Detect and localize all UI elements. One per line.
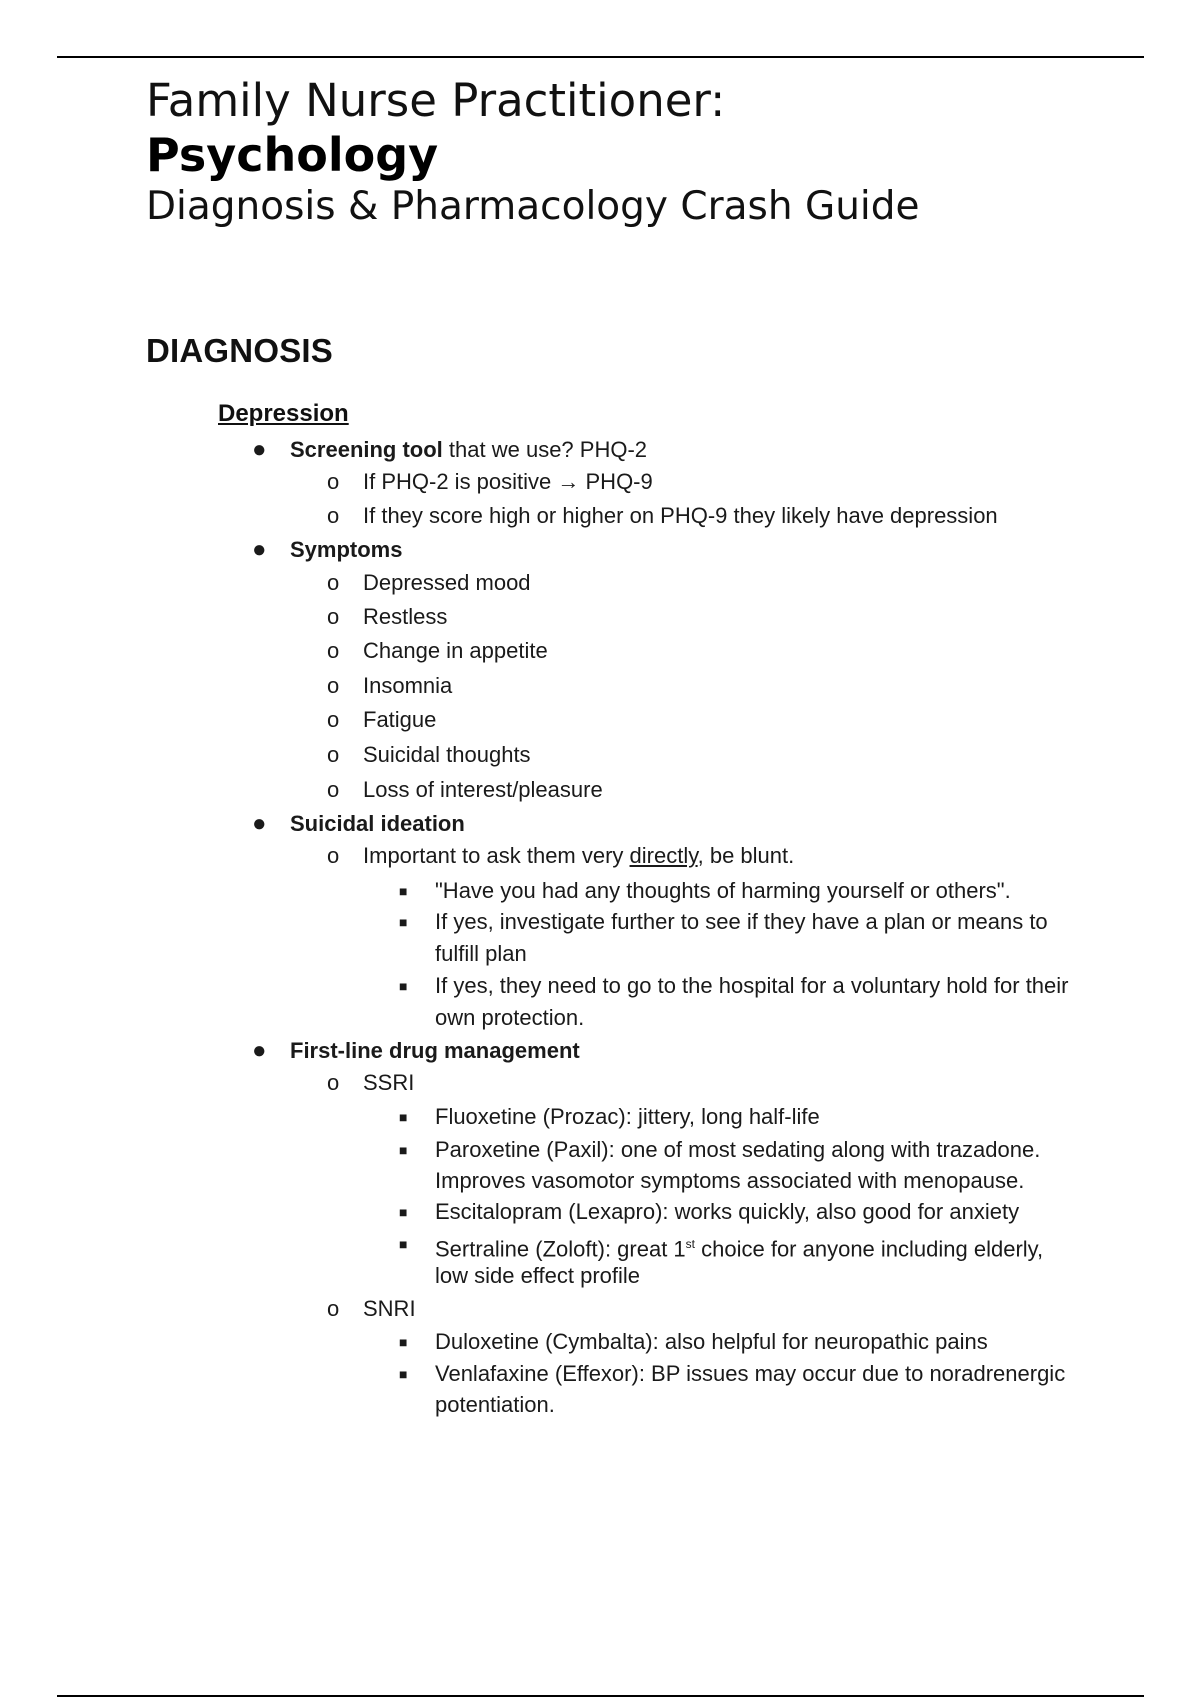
list-item-suicidal <box>0 808 1200 840</box>
list-item-text: If yes, they need to go to the hospital for a voluntary hold for their <box>435 973 1069 998</box>
bullet-marker: ● <box>252 1037 267 1064</box>
list-item <box>0 466 1200 498</box>
ssri-label: SSRI <box>363 1070 415 1095</box>
square-marker: ■ <box>399 1236 408 1252</box>
list-item-text: Improves vasomotor symptoms associated with menopause. <box>435 1168 1025 1193</box>
section-heading: DIAGNOSIS <box>146 332 333 369</box>
list-item-text: Change in appetite <box>363 638 548 663</box>
circle-marker: o <box>327 843 340 868</box>
circle-marker: o <box>327 1070 340 1095</box>
list-item <box>0 704 1200 736</box>
suicidal-item-emphasis: directly <box>629 843 698 868</box>
drugs-label: First-line drug management <box>290 1038 580 1063</box>
circle-marker: o <box>327 503 340 528</box>
circle-marker: o <box>327 707 340 732</box>
list-item-text: Venlafaxine (Effexor): BP issues may occur due to noradrenergic <box>435 1361 1066 1386</box>
circle-marker: o <box>327 638 340 663</box>
list-item-text: Insomnia <box>363 673 453 698</box>
square-marker: ■ <box>399 1142 408 1158</box>
list-item-text: If they score high or higher on PHQ-9 they likely have depression <box>363 503 998 528</box>
list-item-text: Fatigue <box>363 707 437 732</box>
sertraline-post: choice for anyone including elderly, <box>695 1236 1044 1262</box>
top-rule <box>57 56 1144 58</box>
title-line-3: Diagnosis & Pharmacology Crash Guide <box>146 184 920 229</box>
list-item-drugs <box>0 1035 1200 1067</box>
list-item <box>0 906 1200 938</box>
list-item-text: Fluoxetine (Prozac): jittery, long half-life <box>435 1104 820 1129</box>
square-marker: ■ <box>399 1366 408 1382</box>
list-item-continuation <box>0 938 1200 970</box>
bullet-marker: ● <box>252 536 267 563</box>
circle-marker: o <box>327 604 340 629</box>
list-item <box>0 1101 1200 1133</box>
list-item <box>0 567 1200 599</box>
list-item-text: Paroxetine (Paxil): one of most sedating along with trazadone. <box>435 1137 1041 1162</box>
list-item <box>0 840 1200 872</box>
list-item-text: "Have you had any thoughts of harming yourself or others". <box>435 878 1011 903</box>
suicidal-item-post: , be blunt. <box>697 843 795 868</box>
list-item-text: Loss of interest/pleasure <box>363 777 603 802</box>
list-item <box>0 670 1200 702</box>
list-item <box>0 1228 1200 1260</box>
square-marker: ■ <box>399 1334 408 1350</box>
list-item-text: potentiation. <box>435 1392 555 1417</box>
list-item-text: Escitalopram (Lexapro): works quickly, also good for anxiety <box>435 1199 1020 1224</box>
square-marker: ■ <box>399 883 408 899</box>
list-item-text: low side effect profile <box>435 1263 641 1288</box>
list-item-screening <box>0 434 1200 466</box>
list-item-text: own protection. <box>435 1005 585 1030</box>
square-marker: ■ <box>399 1204 408 1220</box>
list-item-continuation <box>0 1165 1200 1197</box>
list-item <box>0 601 1200 633</box>
list-item-symptoms <box>0 534 1200 566</box>
list-item <box>0 1196 1200 1228</box>
list-item <box>0 739 1200 771</box>
square-marker: ■ <box>399 978 408 994</box>
list-item-text: If PHQ-2 is positive → PHQ-9 <box>363 469 653 494</box>
circle-marker: o <box>327 570 340 595</box>
circle-marker: o <box>327 1296 340 1321</box>
title-line-2: Psychology <box>146 128 439 182</box>
list-item <box>0 774 1200 806</box>
document-title <box>146 74 920 232</box>
screening-label: Screening tool <box>290 437 443 462</box>
sertraline-pre: Sertraline (Zoloft): great 1 <box>435 1236 686 1262</box>
list-item-text: Depressed mood <box>363 570 531 595</box>
bullet-marker: ● <box>252 436 267 463</box>
snri-label: SNRI <box>363 1296 416 1321</box>
circle-marker: o <box>327 777 340 802</box>
list-item <box>0 635 1200 667</box>
subsection-heading: Depression <box>218 400 349 427</box>
screening-text: that we use? PHQ-2 <box>442 437 648 462</box>
list-item <box>0 875 1200 907</box>
bullet-marker: ● <box>252 810 267 837</box>
list-item-text: Restless <box>363 604 448 629</box>
list-item-text: fulfill plan <box>435 941 527 966</box>
circle-marker: o <box>327 742 340 767</box>
square-marker: ■ <box>399 914 408 930</box>
ordinal-suffix: st <box>685 1237 696 1251</box>
list-item-continuation <box>0 1002 1200 1034</box>
list-item <box>0 1358 1200 1390</box>
symptoms-label: Symptoms <box>290 537 403 562</box>
suicidal-label: Suicidal ideation <box>290 811 465 836</box>
suicidal-item-pre: Important to ask them very <box>363 843 630 868</box>
list-item-snri <box>0 1293 1200 1325</box>
square-marker: ■ <box>399 1109 408 1125</box>
list-item-text: Suicidal thoughts <box>363 742 531 767</box>
list-item <box>0 970 1200 1002</box>
list-item-text: If yes, investigate further to see if they have a plan or means to <box>435 909 1048 934</box>
list-item-continuation <box>0 1260 1200 1292</box>
circle-marker: o <box>327 469 340 494</box>
list-item-text: Duloxetine (Cymbalta): also helpful for neuropathic pains <box>435 1329 988 1354</box>
list-item <box>0 500 1200 532</box>
title-line-1: Family Nurse Practitioner: <box>146 74 726 127</box>
list-item-continuation <box>0 1389 1200 1421</box>
list-item-ssri <box>0 1067 1200 1099</box>
bottom-rule <box>57 1695 1144 1697</box>
circle-marker: o <box>327 673 340 698</box>
list-item <box>0 1134 1200 1166</box>
list-item <box>0 1326 1200 1358</box>
